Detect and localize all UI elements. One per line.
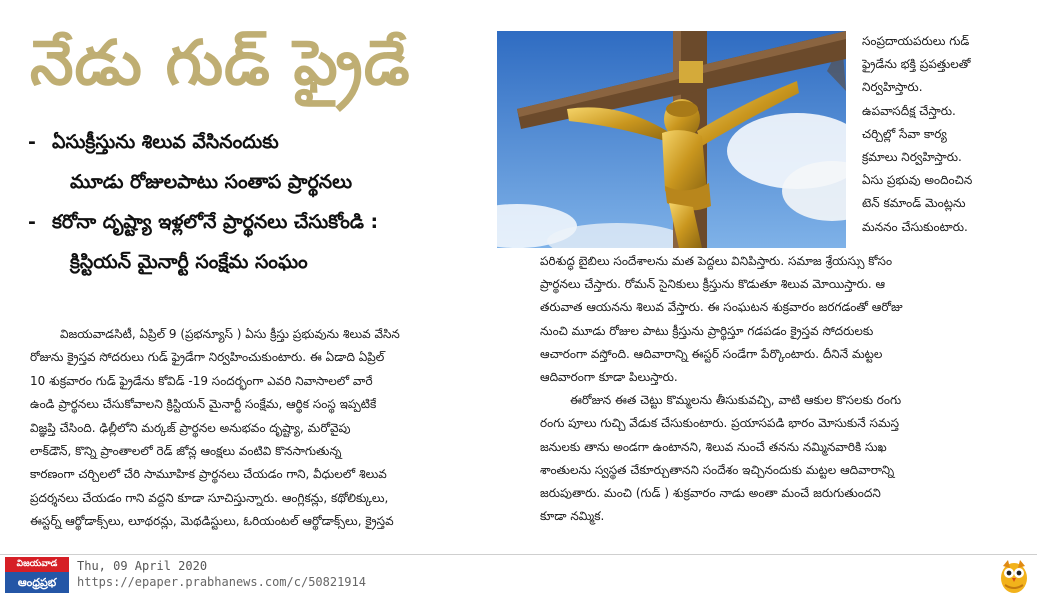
headline: నేడు గుడ్ ఫ్రైడే	[30, 26, 411, 99]
logo-edition: విజయవాడ	[5, 557, 69, 572]
text-line: ఈస్టర్న్ ఆర్థోడాక్స్‌లు, లూథరన్లు, మెథడిస్టులు, ఓరియంటల్ ఆర్థోడాక్స్‌లు, క్రైస్తవ	[30, 514, 394, 529]
text-line: ఉపవాసదీక్ష చేస్తారు.	[862, 103, 956, 118]
footer-bar	[0, 554, 1037, 598]
bullet-list	[28, 122, 518, 282]
text-line: ఏసు ప్రభువు అందించిన	[862, 173, 973, 188]
text-line: విజయవాడసిటీ, ఏప్రిల్ 9 (ప్రభన్యూస్ ) ఏసు క్రీస్తు ప్రభువును శిలువ వేసిన	[60, 327, 400, 341]
bullet-text: మూడు రోజులపాటు సంతాప ప్రార్థనలు	[70, 171, 353, 193]
edition-url-link[interactable]: https://epaper.prabhanews.com/c/50821914	[77, 575, 366, 589]
newspaper-logo[interactable]	[5, 557, 69, 593]
text-line: టెన్ కమాండ్ మెంట్లను	[862, 196, 966, 211]
bullet-line	[28, 242, 518, 282]
bullet-dash: -	[28, 131, 36, 153]
text-line: ప్రార్థనలు చేస్తారు. రోమన్ సైనికులు క్రీస్తును కొడుతూ శిలువ మోయిస్తారు. ఆ	[540, 277, 886, 292]
crucifix-illustration	[497, 31, 846, 248]
bullet-text: ఏసుక్రీస్తును శిలువ వేసినందుకు	[52, 131, 279, 153]
article-column-left	[30, 323, 527, 534]
text-line: విజ్ఞప్తి చేసింది. ఢిల్లీలోని మర్కజ్ ప్రార్థనల అనుభవం దృష్ట్యా, మరోవైపు	[30, 420, 351, 435]
logo-masthead: ఆంధ్రప్రభ	[5, 572, 69, 593]
text-line: పరిశుద్ధ బైబిలు సందేశాలను మత పెద్దలు వినిపిస్తారు. సమాజ శ్రేయస్సు కోసం	[540, 254, 893, 268]
text-line: సంప్రదాయపరులు గుడ్	[862, 34, 970, 48]
bullet-line	[28, 202, 518, 242]
text-line: ఆదివారంగా కూడా పిలుస్తారు.	[540, 369, 678, 384]
text-line: ఉండి ప్రార్థనలు చేసుకోవాలని క్రిస్టియన్ మైనార్టీ సంక్షేమ, ఆర్థిక సంస్థ ఇప్పటికే	[30, 397, 377, 412]
crucifix-photo	[497, 31, 846, 248]
text-line: లాక్‌డౌన్, కొన్ని ప్రాంతాలలో రెడ్ జోన్ల ఆంక్షలు వంటివి కొనసాగుతున్న	[30, 443, 342, 458]
footer-meta	[77, 558, 366, 590]
bullet-line	[28, 162, 518, 202]
text-line: మననం చేసుకుంటారు.	[862, 219, 968, 234]
article-column-bottom	[540, 250, 1037, 528]
text-line: ఆచారంగా వస్తోంది. ఆదివారాన్ని ఈస్టర్ సండేగా పేర్కొంటారు. దీనినే మట్టల	[540, 346, 883, 361]
text-line: శాంతులను స్వస్థత చేకూర్చుతానని సందేశం ఇచ్చినందుకు మట్టల ఆదివారాన్ని	[540, 462, 895, 477]
article-column-right	[862, 30, 1037, 239]
text-line: జరుపుతారు. మంచి (గుడ్ ) శుక్రవారం నాడు అంతా మంచే జరుగుతుందని	[540, 485, 881, 500]
text-line: కారణంగా చర్చిలలో చేరి సామూహిక ప్రార్థనలు చేయడం గాని, వీధులలో శిలువ	[30, 467, 387, 482]
bullet-line	[28, 122, 518, 162]
edition-date: Thu, 09 April 2020	[77, 559, 208, 573]
text-line: కూడా నమ్మిక.	[540, 509, 605, 524]
text-line: ఫ్రైడేను భక్తి ప్రపత్తులతో	[862, 57, 971, 72]
text-line: జనులకు తాను అండగా ఉంటానని, శిలువ నుంచే తనను నమ్మినవారికి సుఖ	[540, 439, 887, 454]
text-line: నుంచి మూడు రోజుల పాటు క్రీస్తును ప్రార్థిస్తూ గడపడం క్రైస్తవ సోదరులకు	[540, 323, 874, 338]
text-line: చర్చిల్లో సేవా కార్య	[862, 126, 947, 141]
text-line: 10 శుక్రవారం గుడ్ ఫ్రైడేను కోవిడ్ -19 సందర్భంగా ఎవరి నివాసాలలో వారే	[30, 373, 373, 388]
bullet-text: కరోనా దృష్ట్యా ఇళ్లలోనే ప్రార్థనలు చేసుకోండి :	[52, 211, 379, 233]
text-line: రంగు పూలు గుచ్చి వేడుక చేసుకుంటారు. ప్రయాసపడి భారం మోసుకునే సమస్త	[540, 416, 900, 431]
text-line: ఈరోజున ఈత చెట్టు కొమ్మలను తీసుకువచ్చి, వాటి ఆకుల కొసలకు రంగు	[570, 393, 902, 408]
bullet-dash: -	[28, 211, 36, 233]
text-line: క్రమాలు నిర్వహిస్తారు.	[862, 149, 962, 164]
bullet-text: క్రిస్టియన్ మైనార్టీ సంక్షేమ సంఘం	[70, 251, 308, 273]
text-line: నిర్వహిస్తారు.	[862, 80, 923, 95]
text-line: తరువాత ఆయనను శిలువ వేస్తారు. ఈ సంఘటన శుక్రవారం జరగడంతో ఆరోజు	[540, 300, 903, 315]
text-line: ప్రదర్శనలు చేయడం గాని వద్దని కూడా సూచిస్తున్నారు. ఆంగ్లికన్లు, కథోలిక్కులు,	[30, 490, 389, 505]
owl-icon[interactable]	[999, 558, 1029, 594]
text-line: రోజును క్రైస్తవ సోదరులు గుడ్ ఫ్రైడేగా నిర్వహించుకుంటారు. ఈ ఏడాది ఏప్రిల్	[30, 350, 385, 365]
